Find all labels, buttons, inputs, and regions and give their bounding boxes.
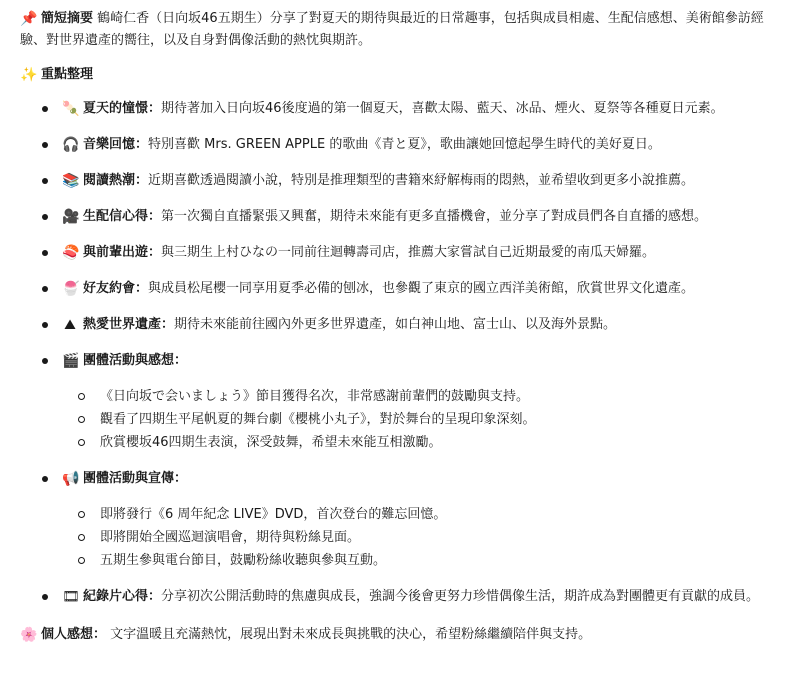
item-separator: ： xyxy=(148,589,162,604)
item-separator: ： xyxy=(148,245,162,260)
item-label: 閱讀熱潮 xyxy=(83,173,136,188)
summary-text: 鶴崎仁香（日向坂46五期生）分享了對夏天的期待與最近的日常趣事，包括與成員相處、生配信感想、美術館參訪經驗、對世界遺產的嚮往，以及自身對偶像活動的熱忱與期許。 xyxy=(20,11,764,48)
item-label: 夏天的憧憬 xyxy=(83,101,149,116)
clapper-board-icon: 🎬 xyxy=(62,353,80,369)
books-icon: 📚 xyxy=(62,173,80,189)
sub-list-item: 《日向坂で会いましょう》節目獲得名次，非常感謝前輩們的鼓勵與支持。 xyxy=(62,386,780,408)
item-label: 熱愛世界遺產 xyxy=(83,317,162,332)
summary-label: 簡短摘要 xyxy=(41,11,94,26)
item-text: 第一次獨自直播緊張又興奮，期待未來能有更多直播機會，並分享了對成員們各自直播的感想。 xyxy=(161,209,708,224)
personal-label: 個人感想 xyxy=(41,627,94,642)
item-label: 音樂回憶 xyxy=(83,137,136,152)
sparkle-icon: ✨ xyxy=(20,67,38,83)
item-separator: ： xyxy=(148,101,162,116)
item-text: 與成員松尾櫻一同享用夏季必備的刨冰，也參觀了東京的國立西洋美術館，欣賞世界文化遺產。 xyxy=(148,281,695,296)
list-item xyxy=(20,170,780,192)
megaphone-icon: 📢 xyxy=(62,471,80,487)
item-label: 與前輩出遊 xyxy=(83,245,149,260)
sub-list-item: 欣賞櫻坂46四期生表演，深受鼓舞，希望未來能互相激勵。 xyxy=(62,432,780,454)
sushi-icon: 🍣 xyxy=(62,245,80,261)
personal-sep: ： xyxy=(93,627,107,642)
sub-list-item: 即將開始全國巡迴演唱會，期待與粉絲見面。 xyxy=(62,527,780,549)
personal-text: 文字溫暖且充滿熱忱，展現出對未來成長與挑戰的決心，希望粉絲繼續陪伴與支持。 xyxy=(110,627,592,642)
item-text: 近期喜歡透過閱讀小說，特別是推理類型的書籍來紓解梅雨的悶熱，並希望收到更多小說推薦。 xyxy=(148,173,695,188)
item-text: 期待著加入日向坂46後度過的第一個夏天，喜歡太陽、藍天、冰品、煙火、夏祭等各種夏日元素。 xyxy=(161,101,724,116)
item-text: 特別喜歡 Mrs. GREEN APPLE 的歌曲《青と夏》，歌曲讓她回憶起學生時代的美好夏日。 xyxy=(148,137,661,152)
list-item xyxy=(20,314,780,336)
movie-camera-icon: 🎥 xyxy=(62,209,80,225)
item-text: 與三期生上村ひなの一同前往迴轉壽司店，推薦大家嘗試自己近期最愛的南瓜天婦羅。 xyxy=(161,245,656,260)
list-item xyxy=(20,468,780,572)
list-item xyxy=(20,134,780,156)
item-label: 團體活動與宣傳 xyxy=(83,471,175,486)
item-separator: ： xyxy=(174,353,188,368)
shaved-ice-icon: 🍧 xyxy=(62,281,80,297)
item-label: 生配信心得 xyxy=(83,209,149,224)
sub-list-item: 五期生參與電台節目，鼓勵粉絲收聽與參與互動。 xyxy=(62,550,780,572)
list-item xyxy=(20,586,780,608)
item-text: 分享初次公開活動時的焦慮與成長，強調今後會更努力珍惜偶像生活，期許成為對團體更有貢獻的成員。 xyxy=(161,589,760,604)
item-separator: ： xyxy=(148,209,162,224)
highlights-title: 重點整理 xyxy=(41,67,94,82)
item-separator: ： xyxy=(161,317,175,332)
sub-list-item: 即將發行《6 周年紀念 LIVE》DVD，首次登台的難忘回憶。 xyxy=(62,504,780,526)
item-text: 期待未來能前往國內外更多世界遺產，如白神山地、富士山、以及海外景點。 xyxy=(174,317,617,332)
item-label: 好友約會 xyxy=(83,281,136,296)
list-item xyxy=(20,350,780,454)
mountain-icon: ⛰ xyxy=(64,317,76,333)
item-separator: ： xyxy=(174,471,188,486)
item-label: 團體活動與感想 xyxy=(83,353,175,368)
headphones-icon: 🎧 xyxy=(62,137,80,153)
sub-list xyxy=(62,386,780,454)
flower-icon: 🌸 xyxy=(20,627,38,643)
highlights-list xyxy=(20,98,780,608)
item-label: 紀錄片心得 xyxy=(83,589,149,604)
personal-paragraph xyxy=(20,624,780,646)
item-separator: ： xyxy=(135,137,149,152)
popsicle-icon: 🍡 xyxy=(62,101,80,117)
summary-paragraph xyxy=(20,8,780,52)
item-separator: ： xyxy=(135,281,149,296)
list-item xyxy=(20,242,780,264)
pushpin-icon: 📌 xyxy=(20,11,38,27)
sub-list xyxy=(62,504,780,572)
film-frames-icon: 🎞 xyxy=(62,589,80,605)
list-item xyxy=(20,278,780,300)
item-separator: ： xyxy=(135,173,149,188)
highlights-heading xyxy=(20,64,780,86)
sub-list-item: 觀看了四期生平尾帆夏的舞台劇《櫻桃小丸子》，對於舞台的呈現印象深刻。 xyxy=(62,409,780,431)
list-item xyxy=(20,98,780,120)
list-item xyxy=(20,206,780,228)
